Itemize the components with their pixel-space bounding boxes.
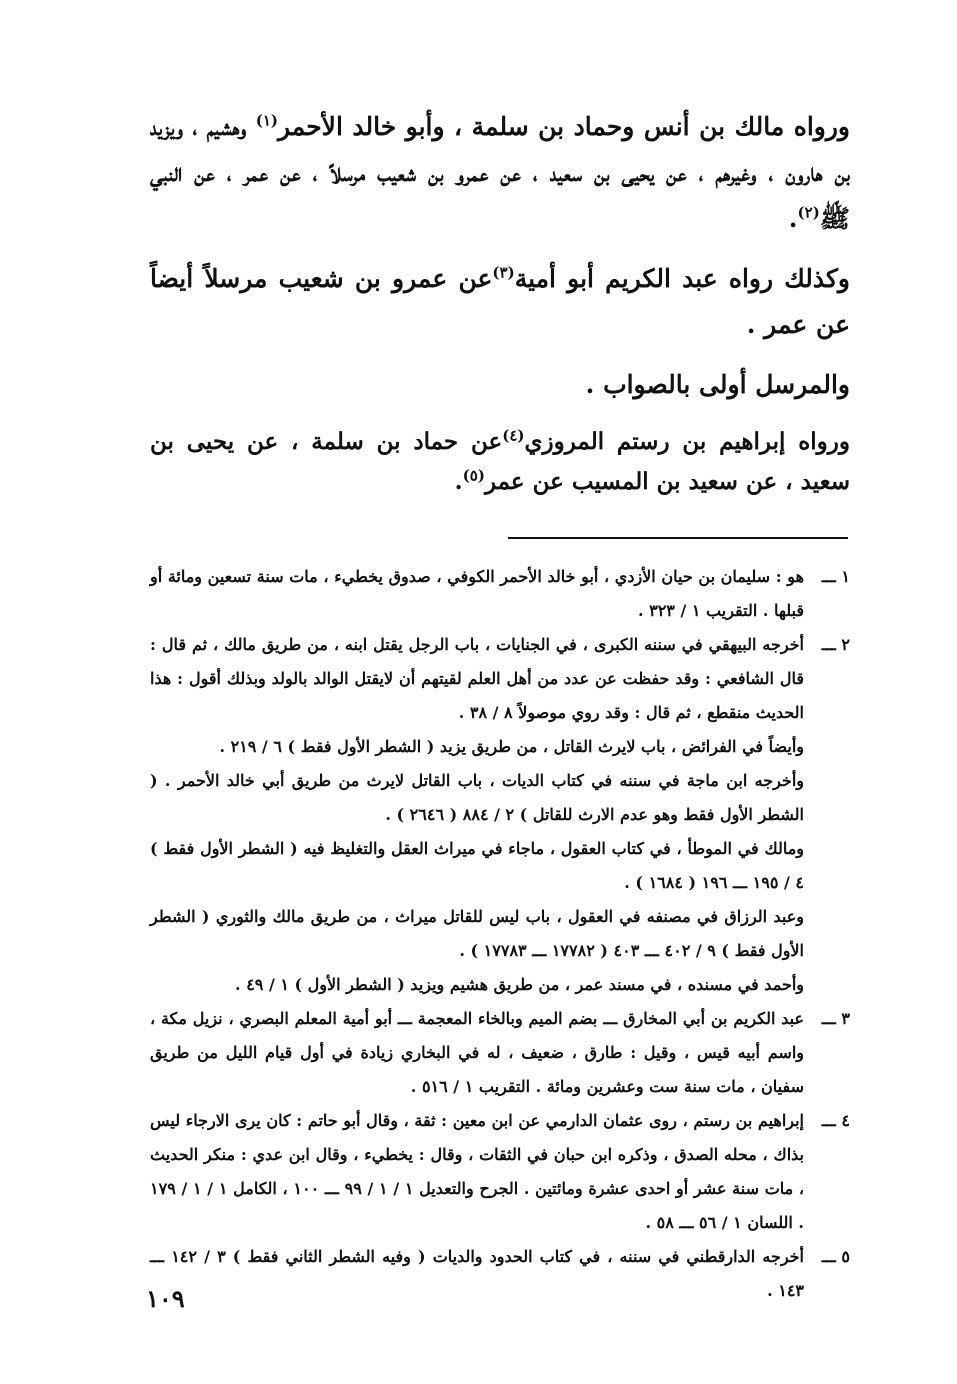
paragraph-text: عن حماد بن سلمة ، عن يحيى بن سعيد ، عن سعيد بن المسيب عن عمر — [150, 428, 850, 495]
footnotes — [150, 560, 850, 1308]
footnote-line: أخرجه الدارقطني في سننه ، في كتاب الحدود والديات ( وفيه الشطر الثاني فقط ) ٣ / ١٤٢ ـــ ١٤٣ . — [150, 1247, 805, 1300]
footnote-number: ٣ ـــ — [821, 1009, 850, 1028]
paragraph-3 — [150, 362, 850, 408]
paragraph-text: وهشيم ، ويزيد بن هارون ، وغيرهم ، عن يحيى بن سعيد ، عن عمرو بن شعيب مرسلاً ، عن عمر ، عن النبي ﷺ — [150, 112, 850, 233]
paragraph-text: . — [788, 204, 798, 233]
footnote-4 — [150, 1104, 850, 1240]
paragraph-4 — [150, 422, 850, 502]
footnote-ref[interactable]: (١) — [255, 111, 278, 130]
footnote-line: ومالك في الموطأ ، في كتاب العقول ، ماجاء في ميراث العقل والتغليظ فيه ( الشطر الأول فقط ) ٤ / ١٩٥ ـــ ١٩٦ ( ١٦٨٤ ) . — [150, 839, 804, 892]
footnote-line: وأخرجه ابن ماجة في سننه في كتاب الديات ، باب القاتل لايرث من طريق أبي خالد الأحمر . ( الشطر الأول فقط وهو عدم الارث للقاتل ) ٢ / ٨٨٤ ( ٢٦٤٦ ) . — [150, 771, 804, 824]
footnote-3 — [150, 1002, 850, 1104]
footnote-line: وأيضاً في الفرائض ، باب لايرث القاتل ، من طريق يزيد ( الشطر الأول فقط ) ٦ / ٢١٩ . — [219, 737, 804, 756]
paragraph-text: عن عمرو بن شعيب مرسلاً أيضاً عن عمر . — [150, 264, 850, 339]
paragraph-text: وكذلك رواه عبد الكريم أبو أمية — [514, 264, 851, 293]
footnote-line: وعبد الرزاق في مصنفه في العقول ، باب ليس للقاتل ميراث ، من طريق مالك والثوري ( الشطر الأول فقط ) ٩ / ٤٠٢ ـــ ٤٠٣ ( ١٧٧٨٢ ـــ ١٧٧٨٣ ) . — [150, 907, 804, 960]
page-number: ١٠٩ — [146, 1284, 185, 1313]
paragraph-2 — [150, 256, 850, 348]
footnote-ref[interactable]: (٣) — [492, 263, 515, 282]
footnote-2 — [150, 628, 850, 1002]
paragraph-1 — [150, 104, 850, 242]
footnote-ref[interactable]: (٥) — [462, 466, 485, 485]
footnote-line: إبراهيم بن رستم ، روى عثمان الدارمي عن ابن معين : ثقة ، وقال أبو حاتم : كان يرى الارجاء ليس بذاك ، محله الصدق ، وذكره ابن حبان في الثقات ، وقال : يخطيء ، وقال ابن عدي : منكر الحديث ، مات سنة عشر أو احدى عشرة ومائتين . الجرح والتعديل ١ / ١ / ٩٩ ـــ ١٠٠ ، الكامل ١ / ١ / ١٧٩ . اللسان ١ / ٥٦ ـــ ٥٨ . — [150, 1111, 805, 1232]
footnote-1 — [150, 560, 850, 628]
footnote-number: ٤ ـــ — [821, 1111, 850, 1130]
footnote-number: ٥ ـــ — [821, 1247, 850, 1266]
footnote-line: عبد الكريم بن أبي المخارق ـــ بضم الميم وبالخاء المعجمة ـــ أبو أمية المعلم البصري ، نزيل مكة ، واسم أبيه قيس ، وقيل : طارق ، ضعيف ، له في البخاري زيادة في أول قيام الليل من طريق سفيان ، مات سنة ست وعشرين ومائة . التقريب ١ / ٥١٦ . — [150, 1009, 805, 1096]
paragraph-text: . — [454, 468, 463, 495]
footnote-number: ٢ ـــ — [821, 635, 850, 654]
paragraph-text: والمرسل أولى بالصواب . — [585, 370, 850, 399]
footnote-line: هو : سليمان بن حيان الأزدي ، أبو خالد الأحمر الكوفي ، صدوق يخطيء ، مات سنة تسعين ومائة أو قبلها . التقريب ١ / ٣٢٣ . — [150, 567, 805, 620]
paragraph-text: ورواه مالك بن أنس وحماد بن سلمة ، وأبو خالد الأحمر — [277, 112, 851, 141]
main-text — [150, 104, 850, 516]
footnote-line: وأحمد في مسنده ، في مسند عمر ، من طريق هشيم ويزيد ( الشطر الأول ) ١ / ٤٩ . — [235, 975, 804, 994]
footnote-line: أخرجه البيهقي في سننه الكبرى ، في الجنايات ، باب الرجل يقتل ابنه ، من طريق مالك ، ثم قال : قال الشافعي : وقد حفظت عن عدد من أهل العلم لقيتهم أن لايقتل الوالد بالولد وبذلك أقول : هذا الحديث منقطع ، ثم قال : وقد روي موصولاً ٨ / ٣٨ . — [150, 635, 804, 722]
footnote-divider — [508, 537, 848, 539]
footnote-number: ١ ـــ — [821, 567, 850, 586]
footnote-5 — [150, 1240, 850, 1308]
footnote-ref[interactable]: (٤) — [502, 426, 525, 445]
footnote-ref[interactable]: (٢) — [797, 203, 820, 222]
paragraph-text: ورواه إبراهيم بن رستم المروزي — [524, 428, 850, 455]
